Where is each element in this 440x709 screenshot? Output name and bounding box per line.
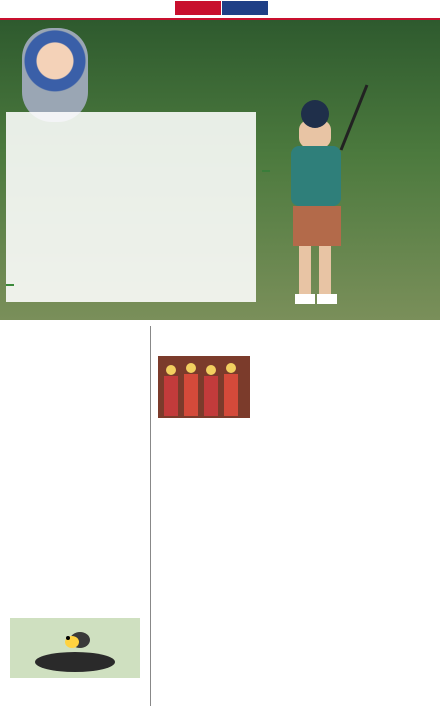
golf-text-panel xyxy=(6,112,256,302)
puppet-body xyxy=(158,440,274,702)
golf-story xyxy=(0,20,440,320)
bird-photo xyxy=(10,618,140,678)
music-body xyxy=(256,356,406,466)
puppet-body-continued xyxy=(306,470,402,702)
column-divider xyxy=(150,326,151,706)
golf-body xyxy=(10,116,128,298)
paper-logo xyxy=(175,1,221,15)
trophy-photo xyxy=(22,28,88,122)
tennis-body xyxy=(6,316,144,484)
masthead xyxy=(0,0,440,20)
left-column xyxy=(6,284,146,704)
merit-times-logo xyxy=(222,1,268,15)
golfer-photo xyxy=(255,80,375,310)
bird-body xyxy=(6,514,144,614)
tennis-kicker xyxy=(6,284,14,286)
dancers-photo xyxy=(158,356,250,418)
golf-body-continued xyxy=(134,116,252,298)
